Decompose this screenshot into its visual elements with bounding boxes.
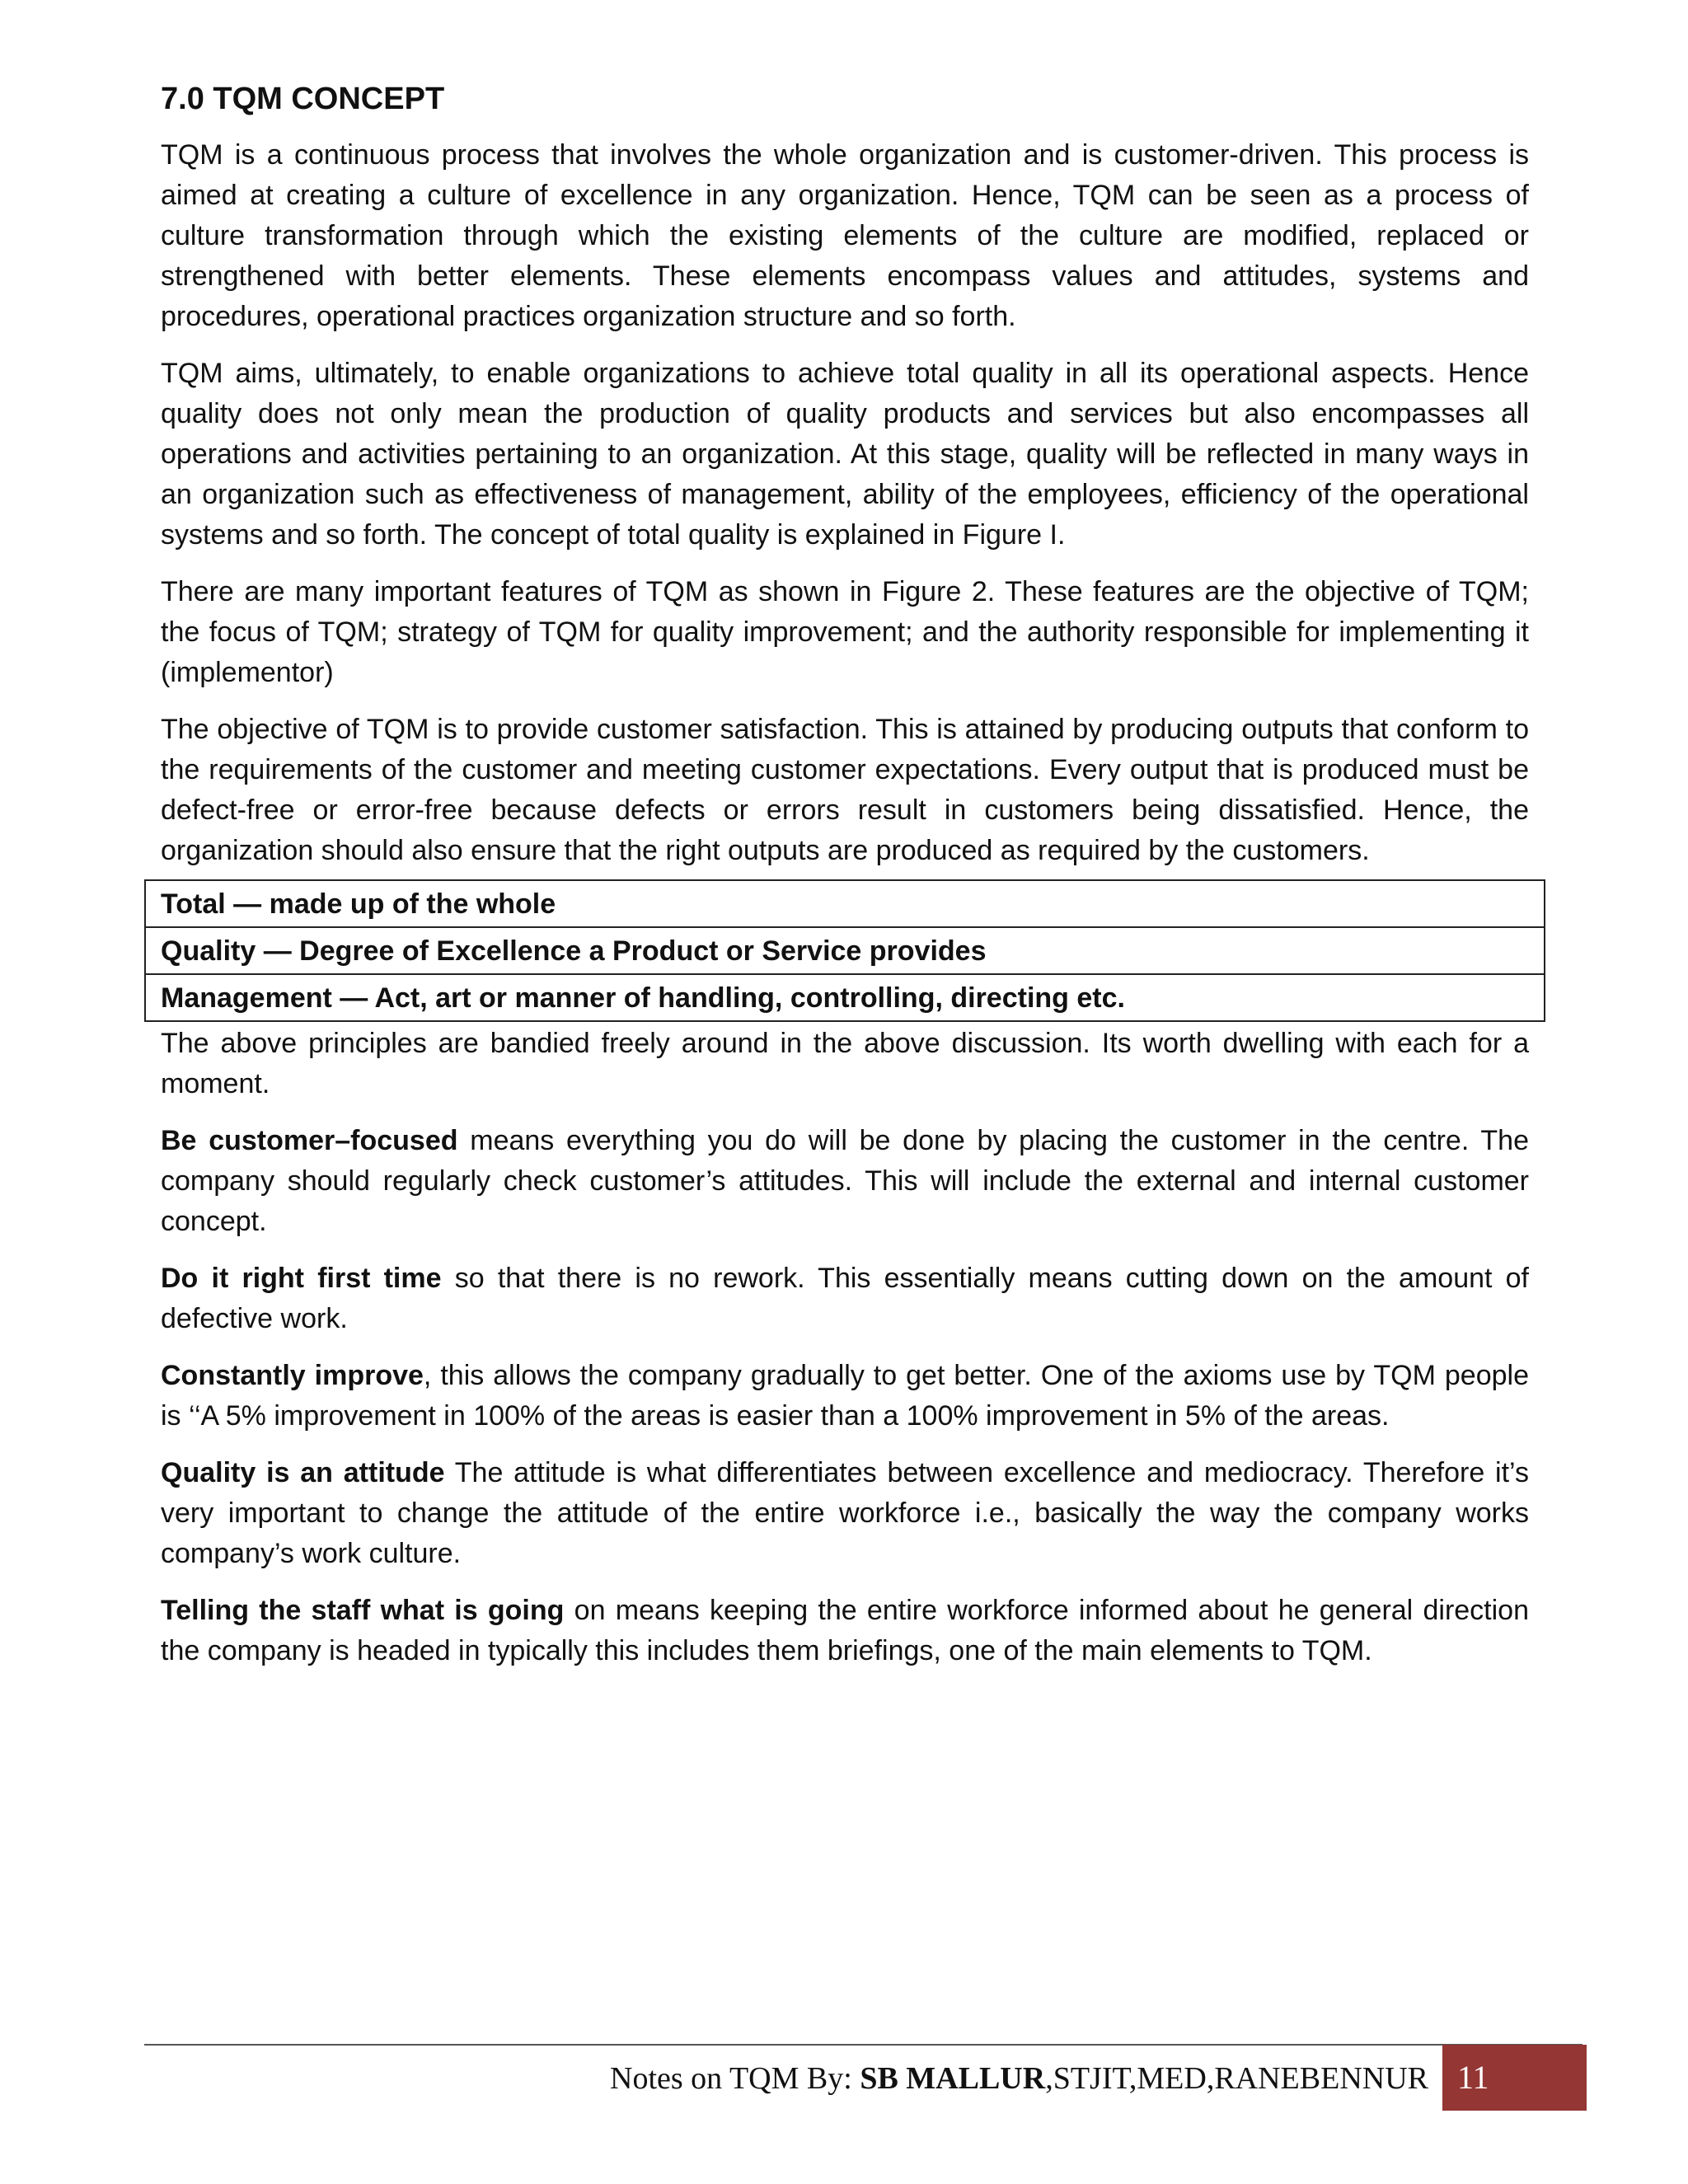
footer-author: SB MALLUR xyxy=(860,2061,1046,2096)
total-quality-paragraph: TQM aims, ultimately, to enable organizations to achieve total quality in all its operational aspects. Hence quality does not only mean the production of quality products and services but also encompasses all operations and activities pertaining to an organization. At this stage, quality will be reflected in many ways in an organization such as effectiveness of management, ability of the employees, efficiency of the operational systems and so forth. The concept of total quality is explained in Figure I. xyxy=(161,358,1529,551)
principle-text: , this allows the company gradually to get better. One of the axioms use by TQM people is ‘‘A 5% improvement in 100% of the areas is easier than a 100% improvement in 5% of the areas. xyxy=(161,1360,1529,1432)
principle-customer-focused xyxy=(161,1121,1529,1242)
principles-intro-paragraph: The above principles are bandied freely around in the above discussion. Its worth dwelling with each for a moment. xyxy=(161,1028,1529,1099)
footer-suffix: ,STJIT,MED,RANEBENNUR xyxy=(1045,2061,1428,2096)
principle-text: The attitude is what differentiates between excellence and mediocracy. Therefore it’s very important to change the attitude of the entire workforce i.e., basically the way the company works company’s work culture. xyxy=(161,1457,1529,1569)
principle-title: Constantly improve xyxy=(161,1360,424,1391)
principle-constantly-improve xyxy=(161,1356,1529,1436)
principle-text: so that there is no rework. This essentially means cutting down on the amount of defective work. xyxy=(161,1263,1530,1334)
principle-telling-staff xyxy=(161,1591,1529,1671)
page-number-badge: 11 xyxy=(1442,2045,1587,2111)
definitions-table xyxy=(144,879,1545,1022)
definition-total: Total — made up of the whole xyxy=(145,880,1545,927)
principle-title: Be customer–focused xyxy=(161,1125,458,1156)
table-row xyxy=(145,880,1545,927)
principle-title: Do it right first time xyxy=(161,1263,442,1294)
definition-management: Management — Act, art or manner of handling, controlling, directing etc. xyxy=(145,974,1545,1021)
table-row xyxy=(145,974,1545,1021)
definition-quality: Quality — Degree of Excellence a Product or Service provides xyxy=(145,927,1545,974)
footer-credit xyxy=(610,2055,1428,2102)
footer-prefix: Notes on TQM By: xyxy=(610,2061,860,2096)
features-paragraph: There are many important features of TQM as shown in Figure 2. These features are the objective of TQM; the focus of TQM; strategy of TQM for quality improvement; and the authority responsible for implementing it (implementor) xyxy=(161,576,1529,688)
principle-right-first-time xyxy=(161,1258,1529,1339)
objective-paragraph: The objective of TQM is to provide customer satisfaction. This is attained by producing outputs that conform to the requirements of the customer and meeting customer expectations. Every output that is produced must be defect-free or error-free because defects or errors result in customers being dissatisfied. Hence, the organization should also ensure that the right outputs are produced as required by the customers. xyxy=(161,714,1529,866)
section-heading: 7.0 TQM CONCEPT xyxy=(161,82,445,116)
footer-divider xyxy=(144,2044,1582,2046)
principle-title: Telling the staff what is going xyxy=(161,1595,565,1626)
principle-text: on means keeping the entire workforce informed about he general direction the company is headed in typically this includes them briefings, one of the main elements to TQM. xyxy=(161,1595,1529,1666)
principle-text: means everything you do will be done by placing the customer in the centre. The company should regularly check customer’s attitudes. This will include the external and internal customer concept. xyxy=(161,1125,1529,1237)
table-row xyxy=(145,927,1545,974)
page-content xyxy=(161,76,1529,1688)
principle-title: Quality is an attitude xyxy=(161,1457,445,1488)
intro-paragraph: TQM is a continuous process that involves the whole organization and is customer-driven. This process is aimed at creating a culture of excellence in any organization. Hence, TQM can be seen as a process of culture transformation through which the existing elements of the culture are modified, replaced or strengthened with better elements. These elements encompass values and attitudes, systems and procedures, operational practices organization structure and so forth. xyxy=(161,139,1529,332)
principle-quality-attitude xyxy=(161,1453,1529,1574)
